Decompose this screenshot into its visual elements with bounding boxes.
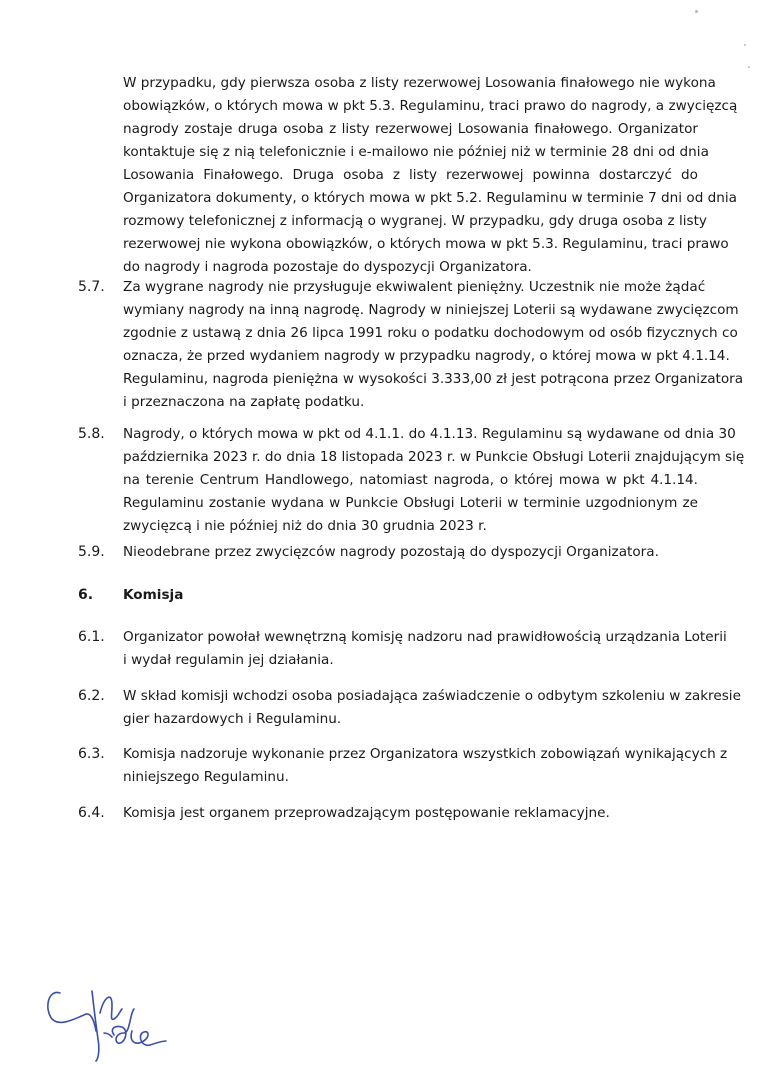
text-line: zgodnie z ustawą z dnia 26 lipca 1991 roku o podatku dochodowym od osób fizycznych co xyxy=(123,325,738,341)
text-line: Regulaminu zostanie wydana w Punkcie Obsługi Loterii w terminie uzgodnionym ze xyxy=(123,495,698,511)
text-line: obowiązków, o których mowa w pkt 5.3. Regulaminu, traci prawo do nagrody, a zwycięzcą xyxy=(123,98,738,114)
section-number: 6. xyxy=(78,587,94,603)
text-line: na terenie Centrum Handlowego, natomiast nagroda, o której mowa w pkt 4.1.14. xyxy=(123,472,698,488)
paragraph-number: 6.4. xyxy=(78,805,105,821)
text-line: W przypadku, gdy pierwsza osoba z listy rezerwowej Losowania finałowego nie wykona xyxy=(123,75,716,91)
text-line: i wydał regulamin jej działania. xyxy=(123,652,334,668)
text-line: Komisja nadzoruje wykonanie przez Organizatora wszystkich zobowiązań wynikających z xyxy=(123,746,728,762)
paragraph-number: 6.1. xyxy=(78,629,105,645)
text-line: rozmowy telefonicznej z informacją o wygranej. W przypadku, gdy druga osoba z listy xyxy=(123,213,707,229)
paragraph-number: 5.8. xyxy=(78,426,105,442)
text-line: Organizatora dokumenty, o których mowa w pkt 5.2. Regulaminu w terminie 7 dni od dnia xyxy=(123,190,738,206)
text-line: nagrody zostaje druga osoba z listy rezerwowej Losowania finałowego. Organizator xyxy=(123,121,698,137)
paragraph-number: 6.2. xyxy=(78,688,105,704)
scan-speck xyxy=(748,66,750,68)
text-line: do nagrody i nagroda pozostaje do dyspozycji Organizatora. xyxy=(123,259,532,275)
text-line: kontaktuje się z nią telefonicznie i e-mailowo nie później niż w terminie 28 dni od dnia xyxy=(123,144,709,160)
scan-speck xyxy=(695,10,698,13)
handwritten-signature xyxy=(38,975,188,1065)
text-line: Komisja jest organem przeprowadzającym postępowanie reklamacyjne. xyxy=(123,805,610,821)
text-line: Nieodebrane przez zwycięzców nagrody pozostają do dyspozycji Organizatora. xyxy=(123,544,659,560)
text-line: wymiany nagrody na inną nagrodę. Nagrody w niniejszej Loterii są wydawane zwycięzcom xyxy=(123,302,739,318)
section-title: Komisja xyxy=(123,587,184,603)
scan-speck xyxy=(744,44,746,46)
text-line: W skład komisji wchodzi osoba posiadająca zaświadczenie o odbytym szkoleniu w zakresie xyxy=(123,688,741,704)
text-line: Regulaminu, nagroda pieniężna w wysokości 3.333,00 zł jest potrącona przez Organizatora xyxy=(123,371,744,387)
text-line: Losowania Finałowego. Druga osoba z listy rezerwowej powinna dostarczyć do xyxy=(123,167,698,183)
text-line: zwycięzcą i nie później niż do dnia 30 grudnia 2023 r. xyxy=(123,518,487,534)
text-line: oznacza, że przed wydaniem nagrody w przypadku nagrody, o której mowa w pkt 4.1.14. xyxy=(123,348,730,364)
text-line: niniejszego Regulaminu. xyxy=(123,769,289,785)
text-line: Organizator powołał wewnętrzną komisję nadzoru nad prawidłowością urządzania Loterii xyxy=(123,629,727,645)
paragraph-number: 5.9. xyxy=(78,544,105,560)
text-line: października 2023 r. do dnia 18 listopada 2023 r. w Punkcie Obsługi Loterii znajdującym się xyxy=(123,449,745,465)
paragraph-number: 5.7. xyxy=(78,279,105,295)
text-line: rezerwowej nie wykona obowiązków, o których mowa w pkt 5.3. Regulaminu, traci prawo xyxy=(123,236,729,252)
paragraph-number: 6.3. xyxy=(78,746,105,762)
text-line: i przeznaczona na zapłatę podatku. xyxy=(123,394,365,410)
text-line: Nagrody, o których mowa w pkt od 4.1.1. do 4.1.13. Regulaminu są wydawane od dnia 30 xyxy=(123,426,736,442)
text-line: Za wygrane nagrody nie przysługuje ekwiwalent pieniężny. Uczestnik nie może żądać xyxy=(123,279,706,295)
text-line: gier hazardowych i Regulaminu. xyxy=(123,711,342,727)
